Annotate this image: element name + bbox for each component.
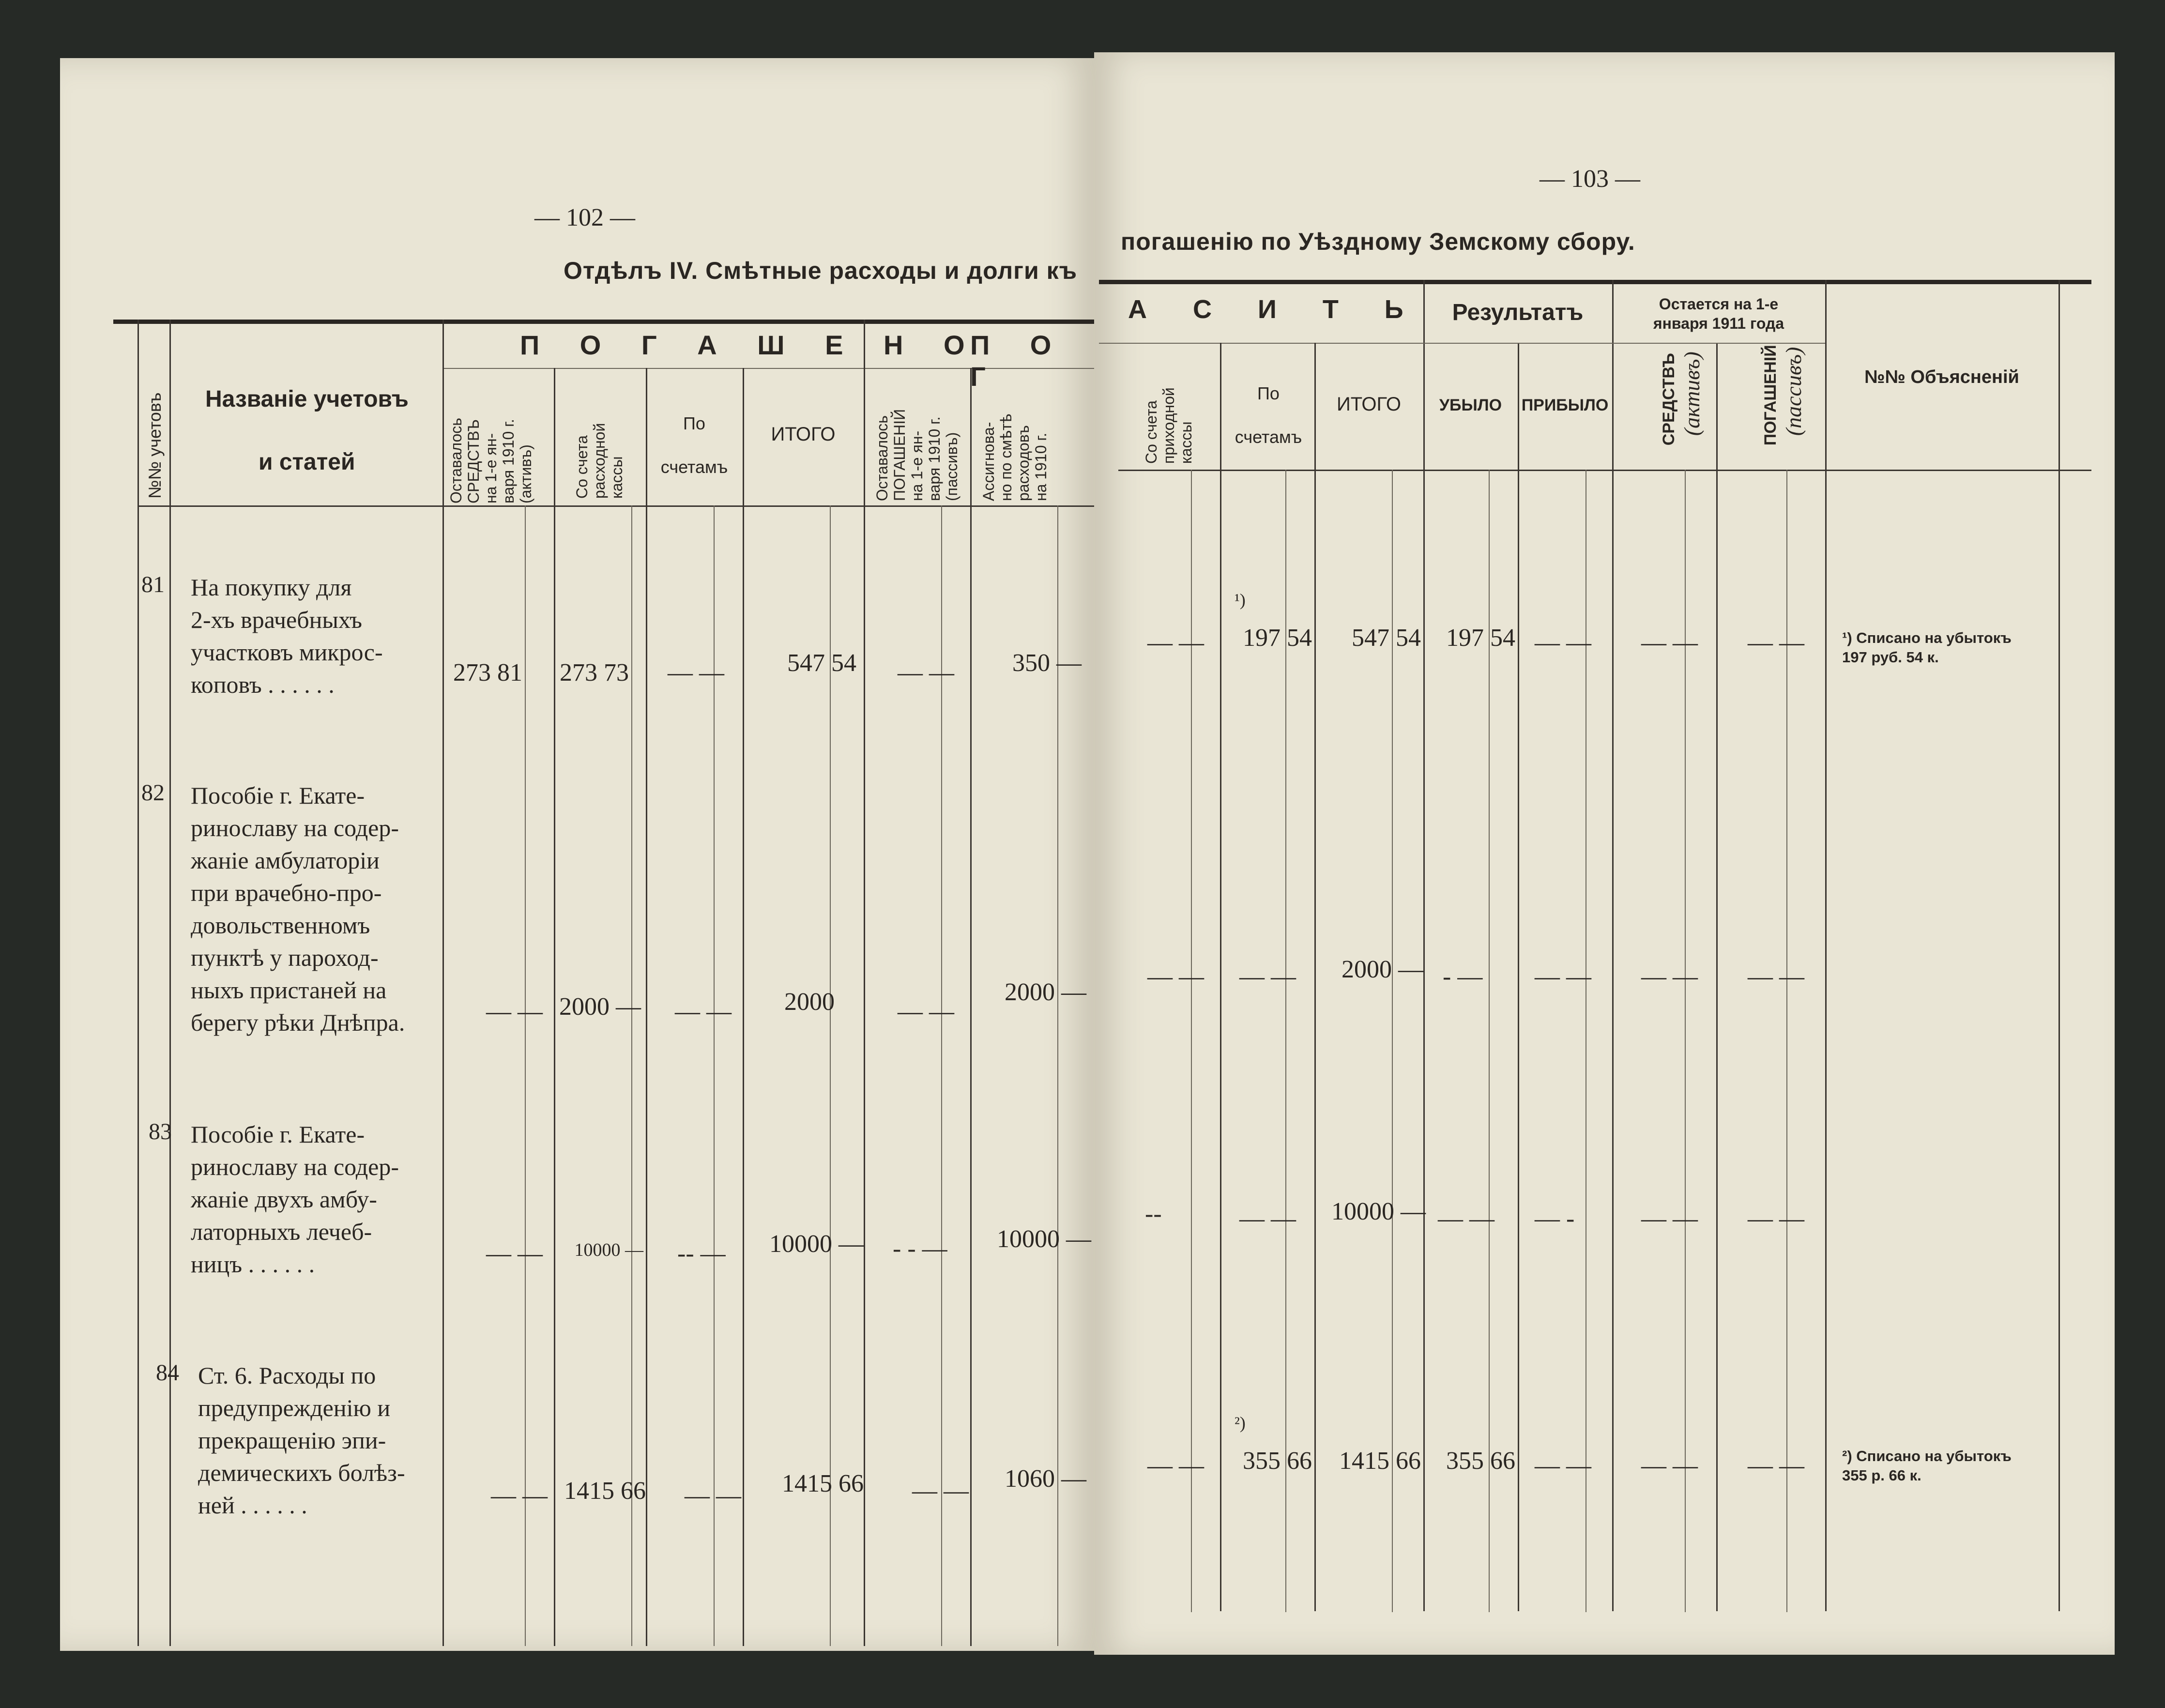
group-rule (1423, 343, 1825, 344)
cell-debts: — — (1748, 629, 1804, 656)
right-page (1094, 52, 2115, 1655)
cell-assigned: 350 — (1012, 649, 1082, 677)
col-header-name-line1: Названіе учетовъ (205, 386, 409, 412)
col-rule (137, 320, 139, 1646)
col-header-loss: УБЫЛО (1439, 396, 1502, 414)
cell-total: 10000 — (1331, 1198, 1426, 1225)
cell-remained-debts: - - — (893, 1235, 947, 1263)
col-rule (864, 320, 865, 1646)
col-header-name-line2: и статей (259, 449, 355, 475)
page-header: погашенію по Уѣздному Земскому сбору. (1121, 228, 1635, 255)
col-rule (1314, 343, 1316, 1611)
cell-income-cash: — — (1147, 1452, 1204, 1479)
cell-loss: 197 54 (1446, 624, 1515, 652)
cell-total: 10000 — (769, 1230, 864, 1258)
col-rule (1518, 343, 1519, 1611)
cell-debts: — — (1748, 963, 1804, 991)
col-rule (1612, 280, 1614, 1611)
group-header-result: Результатъ (1452, 300, 1584, 325)
col-rule (1423, 280, 1425, 1611)
col-rule (1716, 343, 1718, 1611)
col-header-assigned: Ассигнова- но по смѣтѣ расходовъ на 1910 г. (980, 413, 1050, 501)
cell-by-accounts: — — (685, 1482, 741, 1510)
cell-income-cash: — — (1147, 629, 1204, 656)
col-header-total: ИТОГО (771, 424, 836, 445)
cell-by-accounts: — — (668, 659, 724, 686)
cell-income-cash: — — (1147, 963, 1204, 991)
row-note: ¹) Списано на убытокъ 197 руб. 54 к. (1842, 629, 2012, 666)
col-rule (525, 505, 526, 1646)
cell-remained-assets: — — (486, 998, 543, 1025)
cell-total: 547 54 (1352, 624, 1421, 652)
col-rule (1220, 343, 1221, 1611)
row-name: На покупку для 2-хъ врачебныхъ участковъ микрос- коповъ . . . . . . (191, 574, 383, 698)
cell-expense-cash: 2000 — (559, 993, 641, 1021)
cell-by-accounts: 355 66 (1243, 1447, 1312, 1475)
cell-by-accounts: -- — (677, 1240, 726, 1267)
cell-total: 2000 — (1342, 956, 1423, 983)
col-rule (169, 320, 171, 1646)
col-header-debts-label: ПОГАШЕНІЙ (1761, 345, 1780, 446)
cell-loss: - — (1443, 963, 1483, 991)
cell-by-accounts: — — (675, 998, 732, 1025)
col-header-profit: ПРИБЫЛО (1521, 396, 1609, 414)
page-number: — 102 — (534, 204, 635, 231)
col-header-by-accounts-2: счетамъ (1235, 427, 1302, 447)
cell-debts: — — (1748, 1205, 1804, 1233)
row-note: ²) Списано на убытокъ 355 р. 66 к. (1842, 1448, 2012, 1484)
footnote-mark: ¹) (1235, 590, 1246, 610)
col-header-number: №№ учетовъ (145, 392, 165, 499)
col-header-expense-cash: Со счета расходной кассы (573, 423, 625, 499)
col-header-name (205, 368, 409, 494)
cell-assets: — — (1641, 963, 1698, 991)
col-rule (631, 505, 632, 1646)
cell-remained-debts: — — (898, 998, 954, 1025)
cell-by-accounts: — — (1239, 963, 1296, 991)
col-rule (970, 368, 972, 1646)
col-header-assets-label: СРЕДСТВЪ (1660, 353, 1678, 446)
row-name: Пособіе г. Екате- ринославу на содер- жаніе амбулаторіи при врачебно-про- довольственномъ пунктѣ у пароход- ныхъ пристаней на берегу рѣки Днѣпра. (191, 782, 405, 1036)
cell-loss: 355 66 (1446, 1447, 1515, 1475)
page-header: Отдѣлъ IV. Смѣтные расходы и долги къ (564, 257, 1078, 284)
cell-remained-assets: 273 81 (453, 659, 522, 686)
cell-expense-cash: 273 73 (560, 659, 629, 686)
col-header-notes: №№ Объясненій (1864, 367, 2019, 387)
cell-income-cash: -- (1145, 1200, 1162, 1228)
cell-debts: — — (1748, 1452, 1804, 1479)
table-top-rule (1099, 280, 2091, 284)
col-header-by-accounts-2: счетамъ (660, 457, 728, 477)
col-header-debts (1736, 345, 1830, 464)
col-header-assets (1634, 351, 1729, 464)
footnote-mark: ²) (1235, 1413, 1246, 1433)
col-header-assets-sub: (активъ) (1679, 351, 1704, 436)
cell-expense-cash: 10000 — (574, 1240, 643, 1260)
group-header-remains: Остается на 1-е января 1911 года (1653, 295, 1784, 332)
col-header-by-accounts (646, 402, 743, 489)
cell-total: 547 54 (787, 649, 856, 677)
row-name: Ст. 6. Расходы по предупрежденію и прекращенію эпи- демическихъ болѣз- ней . . . . . . (198, 1362, 405, 1519)
cell-total: 1415 66 (782, 1470, 864, 1497)
col-header-by-accounts (1220, 372, 1317, 459)
page-number: — 103 — (1540, 165, 1640, 193)
row-name: Пособіе г. Екате- ринославу на содер- жаніе двухъ амбу- латорныхъ лечеб- ницъ . . . . . . (191, 1121, 399, 1278)
cell-assigned: 1060 — (1005, 1465, 1086, 1493)
col-rule (743, 368, 744, 1646)
row-number: 81 (141, 572, 165, 597)
cell-assets: — — (1641, 629, 1698, 656)
cell-remained-assets: — — (491, 1482, 548, 1510)
cell-total: 2000 (784, 988, 835, 1016)
col-header-debts-sub: (пассивъ) (1781, 347, 1806, 436)
col-rule (1825, 280, 1827, 1611)
col-header-remained-assets: Оставалось СРЕДСТВЪ на 1-е ян- варя 1910 г. (активъ) (447, 418, 534, 503)
cell-profit: — - (1535, 1205, 1575, 1233)
cell-remained-assets: — — (486, 1240, 543, 1267)
col-header-income-cash: Со счета приходной кассы (1143, 387, 1195, 464)
left-page (60, 58, 1094, 1651)
cell-by-accounts: 197 54 (1243, 624, 1312, 652)
cell-profit: — — (1535, 1452, 1591, 1479)
cell-profit: — — (1535, 629, 1591, 656)
col-header-by-accounts-1: По (683, 413, 705, 433)
group-header-asit: А С И Т Ь (1128, 295, 1423, 324)
col-rule (2058, 280, 2060, 1611)
cell-expense-cash: 1415 66 (564, 1477, 646, 1505)
cell-remained-debts: — — (898, 659, 954, 686)
row-number: 84 (156, 1360, 179, 1386)
cell-profit: — — (1535, 963, 1591, 991)
col-header-total: ИТОГО (1336, 394, 1402, 415)
cell-remained-debts: — — (912, 1477, 969, 1505)
cell-assets: — — (1641, 1452, 1698, 1479)
group-header-paid: П О Г А Ш Е Н О (520, 330, 981, 360)
row-number: 82 (141, 780, 165, 806)
col-header-by-accounts-1: По (1257, 383, 1280, 403)
cell-loss: — — (1438, 1205, 1494, 1233)
header-bottom-rule (137, 505, 1094, 507)
cell-assigned: 2000 — (1005, 978, 1086, 1006)
cell-assigned: 10000 — (997, 1225, 1091, 1253)
header-bottom-rule (1118, 470, 2091, 471)
cell-assets: — — (1641, 1205, 1698, 1233)
col-rule (646, 368, 647, 1646)
row-number: 83 (149, 1119, 172, 1144)
cell-by-accounts: — — (1239, 1205, 1296, 1233)
cell-total: 1415 66 (1339, 1447, 1421, 1475)
col-rule (442, 320, 444, 1646)
col-rule (554, 368, 555, 1646)
table-top-rule (113, 320, 1094, 324)
group-header-paid-cont: П О Г (970, 330, 1068, 392)
col-header-remained-debts: Оставалось ПОГАШЕНІЙ на 1-е ян- варя 1910 г. (пассивъ) (873, 409, 961, 501)
